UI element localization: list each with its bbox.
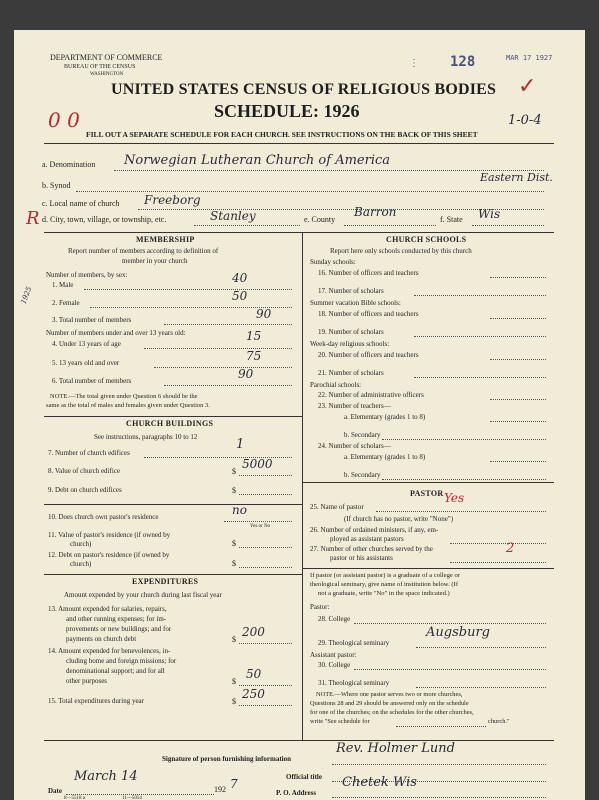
q13-dollar: $ xyxy=(232,635,236,644)
q7-label: 7. Number of church edifices xyxy=(48,449,130,457)
q29-line xyxy=(416,647,546,648)
synod-label: b. Synod xyxy=(42,181,71,190)
form-number-2: 11—5054 xyxy=(122,796,142,800)
total3-value: 90 xyxy=(256,307,272,321)
code-left-mark: 0 0 xyxy=(48,108,80,132)
q18-label: 18. Number of officers and teachers xyxy=(318,310,419,318)
q23a-label: a. Elementary (grades 1 to 8) xyxy=(344,413,426,421)
q22-label: 22. Number of administrative officers xyxy=(318,391,424,399)
q7-value: 1 xyxy=(236,437,245,452)
q8-label: 8. Value of church edifice xyxy=(48,467,120,475)
pastor-note-3: for one of the churches; on the schedules for the other churches, xyxy=(310,709,474,716)
q11-line xyxy=(239,547,292,548)
po-address-line xyxy=(332,797,546,798)
synod-value: Eastern Dist. xyxy=(480,171,553,184)
q14-value: 50 xyxy=(246,667,262,681)
membership-bottom-rule xyxy=(44,416,302,417)
female-value: 50 xyxy=(232,289,248,303)
sunday-label: Sunday schools: xyxy=(310,258,356,266)
q10-value: no xyxy=(232,503,247,517)
q20-label: 20. Number of officers and teachers xyxy=(318,351,419,359)
q21-label: 21. Number of scholars xyxy=(318,369,384,377)
q24b-label: b. Secondary xyxy=(344,471,381,479)
form-number-1: 8—5518 a xyxy=(64,796,85,800)
grad-text-2: theological seminary, give name of institution below. (If xyxy=(310,581,459,588)
q11-dollar: $ xyxy=(232,539,236,548)
q26-label-1: 26. Number of ordained ministers, if any, em- xyxy=(310,526,439,534)
stamp-date: MAR 17 1927 xyxy=(506,54,553,62)
q30-label: 30. College xyxy=(318,661,351,669)
q17-line xyxy=(414,295,546,296)
buildings-sub: See instructions, paragraphs 10 to 12 xyxy=(94,433,198,441)
q9-line xyxy=(239,494,292,495)
q30-line xyxy=(354,669,546,670)
q14-line xyxy=(239,685,292,686)
grid-bottom-rule xyxy=(44,740,554,741)
male-value: 40 xyxy=(232,271,248,285)
membership-intro-2: member in your church xyxy=(122,257,188,265)
q10-label: 10. Does church own pastor's residence xyxy=(48,513,159,521)
q24-label: 24. Number of scholars— xyxy=(318,442,391,450)
grad-text-1: If pastor (or assistant pastor) is a graduate of a college or xyxy=(310,572,460,579)
q9-label: 9. Debt on church edifices xyxy=(48,486,122,494)
membership-note-1: NOTE.—The total given under Question 6 should be the xyxy=(50,393,198,400)
county-line xyxy=(344,225,436,226)
state-line xyxy=(472,225,544,226)
q13-value: 200 xyxy=(242,625,265,639)
buildings-mid-rule xyxy=(44,504,302,505)
over13-value: 75 xyxy=(246,349,262,363)
expenditures-sub: Amount expended by your church during last fiscal year xyxy=(64,591,222,599)
grid-center-rule xyxy=(302,232,303,740)
year-value: 7 xyxy=(230,777,238,791)
q27-line xyxy=(450,562,546,563)
state-value: Wis xyxy=(478,207,501,221)
over13-line xyxy=(154,367,292,368)
check-mark-icon: ✓ xyxy=(518,74,537,99)
q12-label-2: church) xyxy=(70,560,92,568)
date-value: March 14 xyxy=(74,769,138,784)
local-name-value: Freeborg xyxy=(144,193,201,207)
under13-line xyxy=(144,348,292,349)
denomination-label: a. Denomination xyxy=(42,160,96,169)
city-label: WASHINGTON xyxy=(90,72,124,77)
q29-label: 29. Theological seminary xyxy=(318,639,390,647)
grid-top-rule xyxy=(44,232,554,233)
pastor-heading: PASTOR xyxy=(410,489,444,498)
female-label: 2. Female xyxy=(52,299,80,307)
under13-label: 4. Under 13 years of age xyxy=(52,340,121,348)
form-title: UNITED STATES CENSUS OF RELIGIOUS BODIES xyxy=(111,81,497,98)
q15-line xyxy=(239,705,292,706)
q13-label-1: 13. Amount expended for salaries, repairs, xyxy=(48,605,167,613)
q25-value: Yes xyxy=(444,491,465,505)
buildings-bottom-rule xyxy=(44,574,302,575)
form-instruction: FILL OUT A SEPARATE SCHEDULE FOR EACH CHURCH. SEE INSTRUCTIONS ON THE BACK OF THIS SHEET xyxy=(86,130,478,139)
q23-label: 23. Number of teachers— xyxy=(318,402,391,410)
q24a-label: a. Elementary (grades 1 to 8) xyxy=(344,453,426,461)
by-sex-label: Number of members, by sex: xyxy=(46,271,128,279)
age-intro: Number of members under and over 13 years old: xyxy=(46,329,186,337)
q31-line xyxy=(416,687,546,688)
form-subtitle: SCHEDULE: 1926 xyxy=(214,101,360,121)
q28-label: 28. College xyxy=(318,615,351,623)
pastor-note-2: Questions 28 and 29 should be answered only on the schedule xyxy=(310,700,469,707)
po-address-value: Chetek Wis xyxy=(342,775,417,790)
male-label: 1. Male xyxy=(52,281,74,289)
q15-label: 15. Total expenditures during year xyxy=(48,697,144,705)
q19-label: 19. Number of scholars xyxy=(318,328,384,336)
signature-label: Signature of person furnishing information xyxy=(162,755,291,763)
code-right-mark: 1-0-4 xyxy=(508,113,542,128)
signature-value: Rev. Holmer Lund xyxy=(336,741,455,756)
pastor-note-4: write "See schedule for xyxy=(310,718,370,725)
q28-line xyxy=(354,623,546,624)
county-label: e. County xyxy=(304,215,336,224)
q11-label-2: church) xyxy=(70,540,92,548)
pastor-note-1: NOTE.—Where one pastor serves two or more churches, xyxy=(316,691,463,698)
male-line xyxy=(84,289,292,290)
membership-heading: MEMBERSHIP xyxy=(136,235,195,244)
q17-label: 17. Number of scholars xyxy=(318,287,384,295)
q25-note: (If church has no pastor, write "None") xyxy=(344,515,454,523)
buildings-heading: CHURCH BUILDINGS xyxy=(126,419,214,428)
header-rule xyxy=(44,143,554,144)
stamp-number: 128 xyxy=(450,54,476,70)
synod-line xyxy=(76,191,544,192)
q8-value: 5000 xyxy=(242,457,273,471)
q13-label-4: payments on church debt xyxy=(66,635,137,643)
q13-label-2: and other running expenses; for im- xyxy=(66,615,167,623)
year-prefix: 192 xyxy=(214,785,226,794)
total6-line xyxy=(164,385,292,386)
q18-line xyxy=(490,318,546,319)
total6-value: 90 xyxy=(238,367,254,381)
signature-line xyxy=(332,764,546,765)
q23a-line xyxy=(490,421,546,422)
q24a-line xyxy=(490,461,546,462)
membership-margin-note: 1925 xyxy=(19,285,34,306)
q13-line xyxy=(239,643,292,644)
q21-line xyxy=(414,377,546,378)
q27-label-1: 27. Number of other churches served by the xyxy=(310,545,433,553)
q12-dollar: $ xyxy=(232,559,236,568)
po-address-label: P. O. Address xyxy=(276,789,317,797)
q26-label-2: ployed as assistant pastors xyxy=(330,535,404,543)
q12-line xyxy=(239,567,292,568)
denomination-value: Norwegian Lutheran Church of America xyxy=(124,153,391,168)
q24b-line xyxy=(382,479,546,480)
membership-note-2: same as the total of males and females given under Question 3. xyxy=(46,402,210,409)
state-label: f. State xyxy=(440,215,463,224)
yes-no-hint: Yes or No xyxy=(250,524,271,529)
bureau-label: BUREAU OF THE CENSUS xyxy=(64,64,136,70)
q23b-label: b. Secondary xyxy=(344,431,381,439)
local-name-label: c. Local name of church xyxy=(42,199,120,208)
q14-label-3: denominational support; and for all xyxy=(66,667,165,675)
under13-value: 15 xyxy=(246,329,262,343)
grad-text-3: not a graduate, write "No" in the space indicated.) xyxy=(318,590,450,597)
schools-intro: Report here only schools conducted by this church xyxy=(330,247,472,255)
total3-label: 3. Total number of members xyxy=(52,316,132,324)
date-line xyxy=(66,794,214,795)
census-schedule-form xyxy=(14,30,585,800)
q27-label-2: pastor or his assistants xyxy=(330,554,393,562)
pastor-note-line xyxy=(396,726,486,727)
q19-line xyxy=(414,336,546,337)
city-value: Stanley xyxy=(210,209,256,223)
q31-label: 31. Theological seminary xyxy=(318,679,390,687)
asst-pastor-label: Assistant pastor: xyxy=(310,651,357,659)
q26-line xyxy=(450,543,546,544)
q15-dollar: $ xyxy=(232,697,236,706)
q23b-line xyxy=(382,439,546,440)
official-title-label: Official title xyxy=(286,773,322,781)
q11-label-1: 11. Value of pastor's residence (if owned by xyxy=(48,531,171,539)
q14-label-1: 14. Amount expended for benevolences, in- xyxy=(48,647,171,655)
q14-label-2: cluding home and foreign missions; for xyxy=(66,657,177,665)
q12-label-1: 12. Debt on pastor's residence (if owned by xyxy=(48,551,170,559)
total3-line xyxy=(164,324,292,325)
q8-line xyxy=(239,475,292,476)
r-mark: R xyxy=(26,208,40,229)
schools-heading: CHURCH SCHOOLS xyxy=(386,235,467,244)
pastor-sub-label: Pastor: xyxy=(310,603,330,611)
expenditures-heading: EXPENDITURES xyxy=(132,577,199,586)
membership-intro-1: Report number of members according to definition of xyxy=(68,247,219,255)
q22-line xyxy=(490,399,546,400)
q27-value: 2 xyxy=(506,541,515,556)
pastor-rule xyxy=(302,568,554,569)
q20-line xyxy=(490,359,546,360)
over13-label: 5. 13 years old and over xyxy=(52,359,120,367)
q15-value: 250 xyxy=(242,687,265,701)
weekday-label: Week-day religious schools: xyxy=(310,340,390,348)
parochial-label: Parochial schools: xyxy=(310,381,362,389)
q14-dollar: $ xyxy=(232,677,236,686)
date-label: Date xyxy=(48,787,62,795)
schools-bottom-rule xyxy=(302,482,554,483)
q16-line xyxy=(490,277,546,278)
q16-label: 16. Number of officers and teachers xyxy=(318,269,419,277)
q8-dollar: $ xyxy=(232,467,236,476)
dept-label: DEPARTMENT OF COMMERCE xyxy=(50,53,163,62)
total6-label: 6. Total number of members xyxy=(52,377,132,385)
q25-label: 25. Name of pastor xyxy=(310,503,364,511)
pastor-note-5: church." xyxy=(488,718,510,725)
stamp-dots: ⋮ xyxy=(409,58,419,69)
summer-label: Summer vacation Bible schools: xyxy=(310,299,401,307)
q13-label-3: provements or new buildings; and for xyxy=(66,625,172,633)
q29-value: Augsburg xyxy=(426,625,490,640)
q14-label-4: other purposes xyxy=(66,677,108,685)
q25-line xyxy=(376,511,546,512)
county-value: Barron xyxy=(354,205,397,219)
city-town-label: d. City, town, village, or township, etc. xyxy=(42,215,167,224)
q10-line xyxy=(224,521,292,522)
city-line xyxy=(194,225,300,226)
q9-dollar: $ xyxy=(232,486,236,495)
